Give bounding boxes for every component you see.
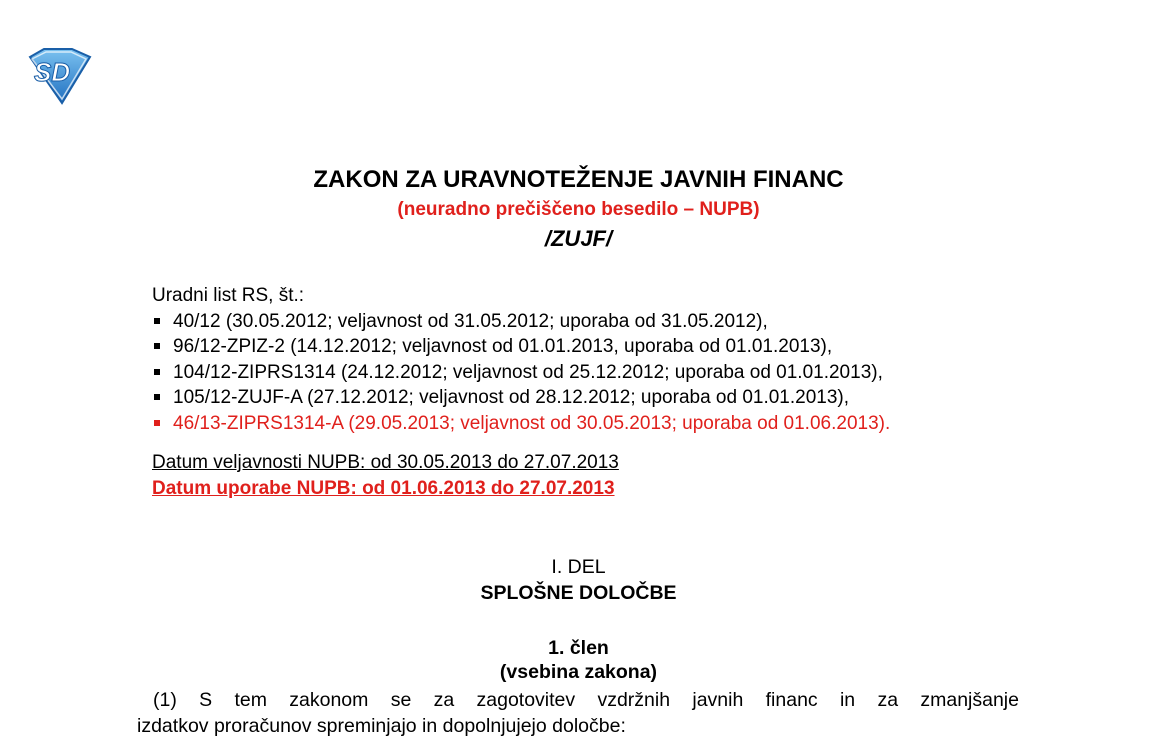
square-bullet-icon (154, 318, 160, 324)
nupb-dates (152, 450, 619, 502)
gazette-list (152, 309, 890, 437)
article-number: 1. člen (548, 637, 609, 659)
paragraph-line: (1) S tem zakonom se za zagotovitev vzdržnih javnih financ in za zmanjšanje (153, 689, 1019, 711)
gazette-item-text: 46/13-ZIPRS1314-A (29.05.2013; veljavnost od 30.05.2013; uporaba od 01.06.2013). (173, 412, 891, 434)
article-paragraph (137, 687, 1019, 739)
paragraph-line: izdatkov proračunov spreminjajo in dopolnjujejo določbe: (137, 715, 626, 737)
square-bullet-icon (154, 394, 160, 400)
gazette-item-text: 40/12 (30.05.2012; veljavnost od 31.05.2012; uporaba od 31.05.2012), (173, 310, 768, 332)
gazette-references (152, 283, 890, 436)
part-number: I. DEL (551, 556, 606, 578)
gazette-item (152, 309, 890, 335)
article-title: (vsebina zakona) (499, 661, 658, 683)
gazette-item-highlighted (152, 411, 890, 437)
gazette-item (152, 334, 890, 360)
gazette-item-text: 105/12-ZUJF-A (27.12.2012; veljavnost od 28.12.2012; uporaba od 01.01.2013), (173, 387, 850, 408)
law-abbreviation: /ZUJF/ (544, 226, 613, 251)
gazette-item-text: 104/12-ZIPRS1314 (24.12.2012; veljavnost od 25.12.2012; uporaba od 01.01.2013), (173, 361, 883, 383)
sd-logo (22, 47, 94, 105)
gazette-item-text: 96/12-ZPIZ-2 (14.12.2012; veljavnost od 01.01.2013, uporaba od 01.01.2013), (173, 336, 833, 357)
application-date: Datum uporabe NUPB: od 01.06.2013 do 27.07.2013 (152, 478, 615, 499)
square-bullet-icon (154, 369, 160, 375)
gazette-item (152, 385, 890, 411)
validity-date: Datum veljavnosti NUPB: od 30.05.2013 do 27.07.2013 (152, 452, 619, 473)
law-title: ZAKON ZA URAVNOTEŽENJE JAVNIH FINANC (313, 166, 844, 193)
gazette-item (152, 360, 890, 386)
svg-text:SD: SD (34, 57, 71, 87)
law-subtitle: (neuradno prečiščeno besedilo – NUPB) (397, 199, 760, 220)
square-bullet-icon (154, 343, 160, 349)
square-bullet-icon (154, 420, 160, 426)
part-title: SPLOŠNE DOLOČBE (480, 582, 677, 604)
gazette-label: Uradni list RS, št.: (152, 285, 305, 306)
